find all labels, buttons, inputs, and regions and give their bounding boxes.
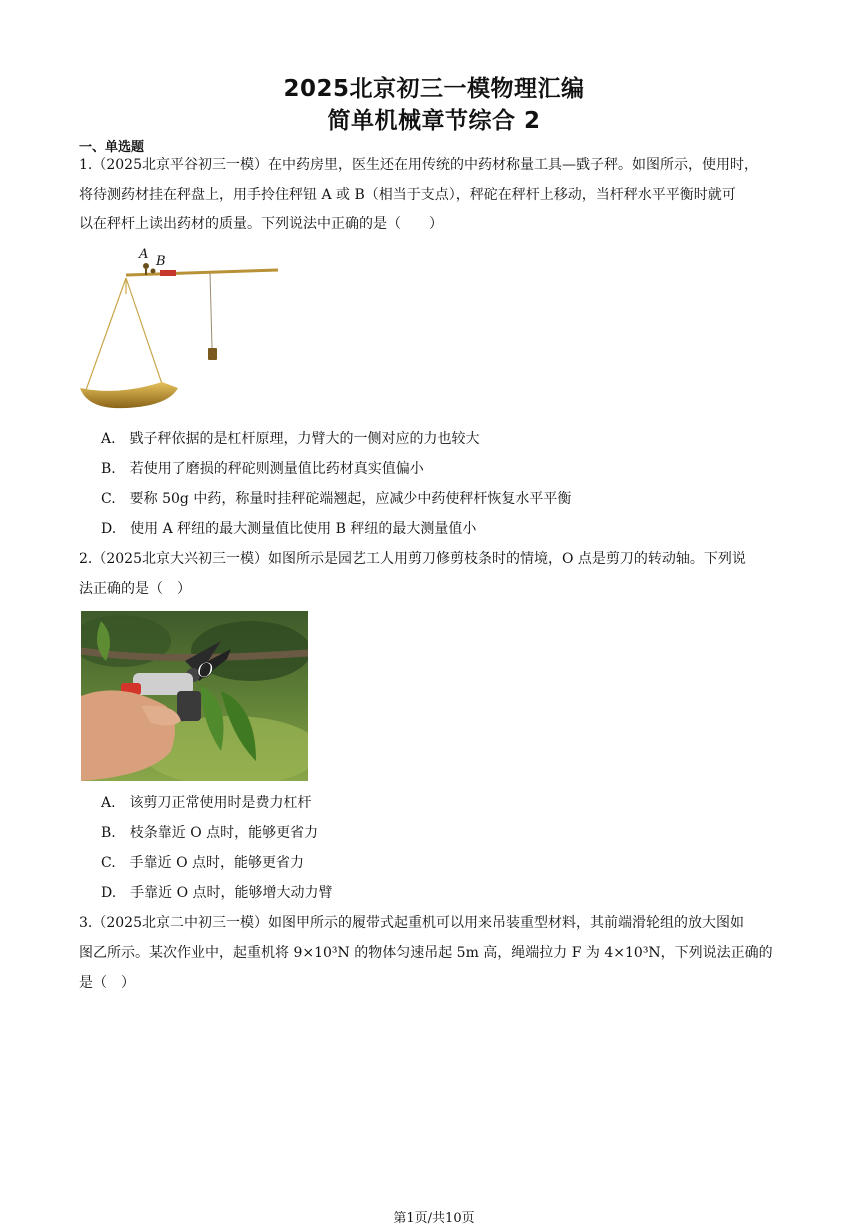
page-footer: 第1页/共10页: [393, 1211, 475, 1226]
document-title: 2025北京初三一模物理汇编: [283, 76, 585, 102]
q1-stem-line-3: 以在秤杆上读出药材的质量。下列说法中正确的是（ ）: [79, 216, 443, 232]
q1-option-d: D. 使用 A 秤纽的最大测量值比使用 B 秤纽的最大测量值小: [101, 521, 477, 537]
q3-stem-line-3: 是（ ）: [79, 975, 135, 991]
q2-option-d: D. 手靠近 O 点时，能够增大动力臂: [101, 885, 333, 901]
q1-option-c: C. 要称 50g 中药，称量时挂秤砣端翘起，应减少中药使秤杆恢复水平平衡: [101, 491, 572, 507]
q3-stem-line-2: 图乙所示。某次作业中，起重机将 9×10³N 的物体匀速吊起 5m 高，绳端拉力 F 为 4×10³N，下列说法正确的: [79, 945, 773, 961]
q2-option-c: C. 手靠近 O 点时，能够更省力: [101, 855, 305, 871]
q2-option-a: A. 该剪刀正常使用时是费力杠杆: [101, 795, 312, 811]
q3-stem-line-1: 3.（2025北京二中初三一模）如图甲所示的履带式起重机可以用来吊装重型材料，其前端滑轮组的放大图如: [79, 915, 744, 931]
label-b: B: [156, 254, 166, 269]
label-a: A: [139, 247, 149, 262]
q1-option-b: B. 若使用了磨损的秤砣则测量值比药材真实值偏小: [101, 461, 424, 477]
label-o: O: [197, 658, 214, 682]
q2-option-b: B. 枝条靠近 O 点时，能够更省力: [101, 825, 319, 841]
steelyard-figure: [78, 244, 282, 414]
document-subtitle: 简单机械章节综合 2: [327, 108, 541, 134]
q2-stem-line-2: 法正确的是（ ）: [79, 581, 191, 597]
section-heading: 一、单选题: [79, 140, 145, 155]
q1-stem-line-2: 将待测药材挂在秤盘上，用手拎住秤钮 A 或 B（相当于支点），秤砣在秤杆上移动，当杆秤水平平衡时就可: [79, 187, 736, 203]
q2-stem-line-1: 2.（2025北京大兴初三一模）如图所示是园艺工人用剪刀修剪枝条时的情境，O 点是剪刀的转动轴。下列说: [79, 551, 746, 567]
pruning-shears-photo: [81, 611, 308, 781]
q1-option-a: A. 戥子秤依据的是杠杆原理，力臂大的一侧对应的力也较大: [101, 431, 480, 447]
q1-stem-line-1: 1.（2025北京平谷初三一模）在中药房里，医生还在用传统的中药材称量工具—戥子秤。如图所示，使用时，: [79, 157, 758, 173]
